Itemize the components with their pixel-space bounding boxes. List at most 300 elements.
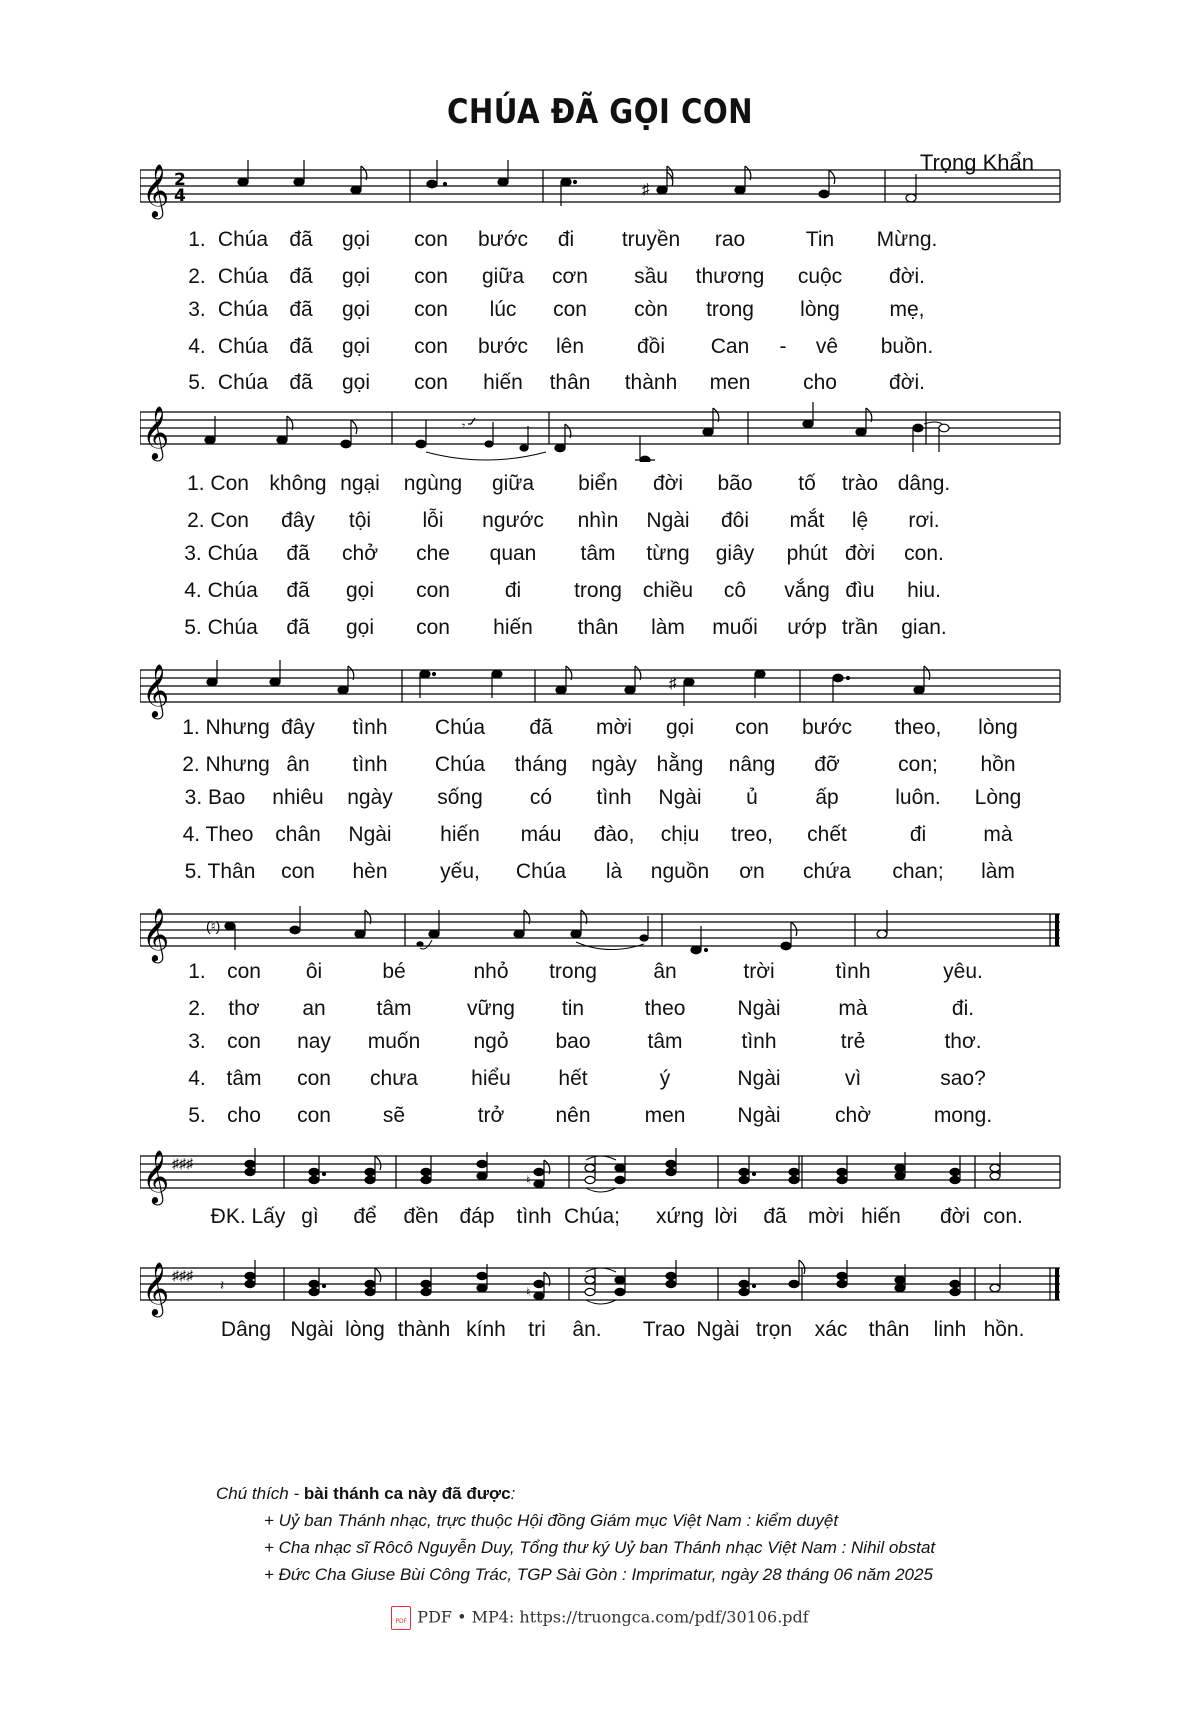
lyric-syllable: hiến: [861, 1205, 901, 1228]
lyric-syllable: lòng: [345, 1318, 385, 1341]
lyric-syllable: đã: [289, 371, 313, 394]
lyric-syllable: theo: [644, 997, 686, 1020]
lyric-syllable: truyền: [621, 228, 681, 251]
lyric-syllable: 2.: [188, 997, 206, 1020]
lyric-syllable: chứa: [803, 860, 851, 883]
lyric-syllable: tình: [741, 1030, 777, 1053]
lyric-syllable: đời: [844, 542, 876, 565]
lyrics-section-4-verse-2: [0, 997, 1200, 1027]
lyric-syllable: Trao: [642, 1318, 686, 1341]
lyric-syllable: lệ: [851, 509, 869, 532]
lyric-syllable: mà: [838, 997, 868, 1020]
lyric-syllable: hồn: [980, 753, 1016, 776]
lyric-syllable: muối: [712, 616, 758, 639]
lyric-syllable: Mừng.: [876, 228, 938, 251]
lyric-syllable: lúc: [489, 298, 517, 321]
lyric-syllable: Ngài: [737, 1104, 781, 1127]
svg-text:♮: ♮: [526, 1285, 531, 1299]
lyric-syllable: 5. Chúa: [184, 616, 258, 639]
lyric-syllable: con: [414, 371, 448, 394]
lyric-syllable: con: [227, 960, 261, 983]
lyrics-section-3-verse-4: [0, 823, 1200, 853]
lyrics-section-2-verse-4: [0, 579, 1200, 609]
lyrics-section-1-verse-3: [0, 298, 1200, 328]
lyric-syllable: 1. Nhưng: [182, 716, 270, 739]
lyric-syllable: 4. Chúa: [184, 579, 258, 602]
lyric-syllable: sống: [437, 786, 483, 809]
lyric-syllable: 1.: [188, 960, 206, 983]
lyric-syllable: Lòng: [974, 786, 1022, 809]
lyric-syllable: linh: [933, 1318, 967, 1341]
lyric-syllable: Ngài: [290, 1318, 334, 1341]
lyric-syllable: đền: [403, 1205, 439, 1228]
lyric-syllable: Chúa: [217, 371, 269, 394]
lyrics-section-3-verse-3: [0, 786, 1200, 816]
treble-clef-icon: 𝄞: [142, 163, 170, 217]
lyric-syllable: Chúa: [217, 335, 269, 358]
note: [498, 178, 508, 186]
lyric-syllable: tâm: [647, 1030, 683, 1053]
lyric-syllable: là: [605, 860, 623, 883]
lyric-syllable: đời.: [889, 265, 925, 288]
lyric-syllable: dâng.: [897, 472, 951, 495]
lyric-syllable: con: [414, 265, 448, 288]
lyric-syllable: nhỏ: [473, 960, 509, 983]
lyric-syllable: men: [709, 371, 751, 394]
lyric-syllable: quan: [489, 542, 537, 565]
svg-text:𝄽: 𝄽: [220, 1278, 225, 1294]
lyric-syllable: chưa: [370, 1067, 418, 1090]
lyric-syllable: kính: [466, 1318, 506, 1341]
lyric-syllable: ngày: [591, 753, 637, 776]
lyric-syllable: không: [269, 472, 327, 495]
lyric-syllable: hiến: [483, 371, 523, 394]
note: [735, 186, 745, 194]
lyric-syllable: thân: [549, 371, 591, 394]
lyrics-section-4-verse-5: [0, 1104, 1200, 1134]
lyric-syllable: đã: [289, 335, 313, 358]
lyric-syllable: trong: [549, 960, 597, 983]
lyric-syllable: an: [302, 997, 326, 1020]
lyric-syllable: đã: [286, 579, 310, 602]
lyric-syllable: Chúa: [515, 860, 567, 883]
lyric-syllable: thân: [577, 616, 619, 639]
treble-clef-icon: 𝄞: [142, 1149, 170, 1203]
song-title: CHÚA ĐÃ GỌI CON: [446, 92, 754, 132]
lyrics-section-3-verse-5: [0, 860, 1200, 890]
lyric-syllable: xác: [814, 1318, 848, 1341]
lyric-syllable: nay: [297, 1030, 331, 1053]
lyric-syllable: ngại: [340, 472, 380, 495]
lyric-syllable: từng: [646, 542, 690, 565]
lyric-syllable: Chúa: [434, 716, 486, 739]
lyric-syllable: 2.: [188, 265, 206, 288]
lyric-syllable: chiều: [642, 579, 694, 602]
lyric-syllable: mẹ,: [889, 298, 925, 321]
lyric-syllable: 1. Con: [187, 472, 249, 495]
lyric-syllable: Ngài: [658, 786, 702, 809]
lyric-syllable: bước: [801, 716, 853, 739]
key-signature-sharps: ♯♯♯: [172, 1267, 193, 1283]
lyrics-section-4-verse-1: [0, 960, 1200, 990]
lyric-syllable: chờ: [835, 1104, 871, 1127]
svg-text:𝄾: 𝄾: [462, 419, 466, 433]
lyric-syllable: hiến: [440, 823, 480, 846]
lyric-syllable: 1.: [188, 228, 206, 251]
lyric-syllable: đào,: [593, 823, 635, 846]
pdf-file-icon[interactable]: PDF: [391, 1606, 411, 1630]
lyrics-chorus-line-1: [0, 1205, 1200, 1235]
lyric-syllable: đã: [286, 542, 310, 565]
note-item: + Đức Cha Giuse Bùi Công Trác, TGP Sài Gòn : Imprimatur, ngày 28 tháng 06 năm 2025: [264, 1565, 933, 1584]
lyric-syllable: cho: [227, 1104, 261, 1127]
lyric-syllable: ân: [286, 753, 310, 776]
lyric-syllable: để: [353, 1205, 377, 1228]
lyrics-section-3-verse-1: [0, 716, 1200, 746]
staff-2: [140, 402, 1080, 462]
lyric-syllable: tội: [348, 509, 372, 532]
staff-5-chorus: [140, 1146, 1080, 1206]
lyric-syllable: chết: [807, 823, 847, 846]
lyric-syllable: ôi: [305, 960, 323, 983]
lyric-syllable: lỗi: [422, 509, 444, 532]
lyric-syllable: treo,: [730, 823, 774, 846]
lyric-syllable: nhìn: [577, 509, 619, 532]
lyrics-section-3-verse-2: [0, 753, 1200, 783]
lyric-syllable: ấp: [815, 786, 839, 809]
lyric-syllable: đỡ: [814, 753, 840, 776]
lyric-syllable: giây: [715, 542, 755, 565]
lyrics-section-1-verse-1: [0, 228, 1200, 258]
note-item: + Cha nhạc sĩ Rôcô Nguyễn Duy, Tổng thư ký Uỷ ban Thánh nhạc Việt Nam : Nihil obstat: [264, 1538, 936, 1557]
svg-text:(♮): (♮): [206, 918, 221, 934]
lyric-syllable: đìu: [845, 579, 875, 602]
treble-clef-icon: 𝄞: [142, 907, 170, 961]
lyric-syllable: con;: [898, 753, 938, 776]
lyric-syllable: đã: [289, 265, 313, 288]
lyric-syllable: sầu: [634, 265, 668, 288]
lyric-syllable: gọi: [341, 298, 371, 321]
lyric-syllable: thành: [624, 371, 678, 394]
lyric-syllable: gì: [301, 1205, 319, 1228]
lyric-syllable: tâm: [580, 542, 616, 565]
lyric-syllable: 4. Theo: [182, 823, 254, 846]
treble-clef-icon: 𝄞: [142, 405, 170, 459]
lyric-syllable: Ngài: [646, 509, 690, 532]
lyric-syllable: 5. Thân: [184, 860, 256, 883]
lyric-syllable: ĐK. Lấy: [210, 1205, 286, 1228]
lyric-syllable: che: [416, 542, 450, 565]
lyric-syllable: con: [227, 1030, 261, 1053]
lyric-syllable: lòng: [978, 716, 1018, 739]
lyric-syllable: con: [416, 579, 450, 602]
lyric-syllable: đi.: [951, 997, 975, 1020]
lyric-syllable: đi: [504, 579, 522, 602]
lyric-syllable: làm: [651, 616, 685, 639]
note-item: + Uỷ ban Thánh nhạc, trực thuộc Hội đồng Giám mục Việt Nam : kiểm duyệt: [264, 1511, 839, 1530]
lyric-syllable: nhiêu: [272, 786, 324, 809]
lyric-syllable: 4.: [188, 335, 206, 358]
lyric-syllable: Chúa: [217, 298, 269, 321]
lyrics-section-4-verse-3: [0, 1030, 1200, 1060]
lyric-syllable: thành: [397, 1318, 451, 1341]
lyric-syllable: 3. Bao: [184, 786, 246, 809]
treble-clef-icon: 𝄞: [142, 663, 170, 717]
lyric-syllable: trong: [574, 579, 622, 602]
lyric-syllable: con: [416, 616, 450, 639]
lyric-syllable: men: [644, 1104, 686, 1127]
lyric-syllable: đôi: [720, 509, 750, 532]
lyric-syllable: 5.: [188, 1104, 206, 1127]
lyric-syllable: phút: [786, 542, 828, 565]
lyric-syllable: giữa: [491, 472, 535, 495]
lyric-syllable: còn: [634, 298, 668, 321]
lyric-syllable: chở: [342, 542, 378, 565]
lyric-syllable: ân: [653, 960, 677, 983]
composer-name: Trọng Khẩn: [919, 150, 1034, 175]
lyric-syllable: hiểu: [471, 1067, 511, 1090]
lyric-syllable: bão: [717, 472, 753, 495]
lyric-syllable: thân: [868, 1318, 910, 1341]
sharp-sign: ♯: [642, 181, 650, 198]
lyric-syllable: mời: [596, 716, 632, 739]
lyric-syllable: nguồn: [650, 860, 710, 883]
lyric-syllable: đi: [557, 228, 575, 251]
lyric-syllable: rơi.: [908, 509, 940, 532]
staff-1: [140, 160, 1080, 220]
note: [294, 178, 304, 186]
lyric-syllable: chan;: [892, 860, 944, 883]
lyric-syllable: giữa: [481, 265, 525, 288]
lyric-syllable: mời: [808, 1205, 844, 1228]
lyrics-section-2-verse-5: [0, 616, 1200, 646]
lyric-syllable: con: [414, 298, 448, 321]
lyric-syllable: bước: [477, 228, 529, 251]
lyric-syllable: con: [735, 716, 769, 739]
time-signature-bottom: 4: [174, 186, 186, 206]
lyric-syllable: gọi: [341, 265, 371, 288]
lyric-syllable: đây: [281, 716, 315, 739]
lyric-syllable: rao: [714, 228, 746, 251]
lyric-syllable: tình: [352, 716, 388, 739]
notes: Chú thích - bài thánh ca này đã được: + Uỷ ban Thánh nhạc, trực thuộc Hội đồng Giám mục Việt Nam : kiểm duyệt + Cha nhạc sĩ Rôcô Nguyễn Duy, Tổng thư ký Uỷ ban Thánh nhạc Việt Nam : Nihil obstat + Đức Cha Giuse Bùi Công Trác, TGP Sài Gòn : Imprimatur, ngày 28 tháng 06 năm 2025: [216, 1480, 935, 1588]
lyric-syllable: Tin: [805, 228, 835, 251]
lyric-syllable: bước: [477, 335, 529, 358]
lyrics-section-1-verse-5: [0, 371, 1200, 401]
lyric-syllable: cho: [803, 371, 837, 394]
lyric-syllable: đồi: [636, 335, 666, 358]
lyric-syllable: con.: [983, 1205, 1023, 1228]
lyric-syllable: muốn: [367, 1030, 421, 1053]
lyric-syllable: hồn.: [983, 1318, 1025, 1341]
lyric-syllable: ngỏ: [473, 1030, 509, 1053]
lyric-syllable: ngùng: [403, 472, 463, 495]
lyric-syllable: máu: [520, 823, 562, 846]
footer: [0, 1606, 1200, 1630]
lyric-syllable: sẽ: [382, 1104, 406, 1127]
lyric-syllable: luôn.: [895, 786, 941, 809]
lyric-syllable: vững: [467, 997, 515, 1020]
lyric-syllable: theo,: [894, 716, 942, 739]
lyric-syllable: trong: [706, 298, 754, 321]
lyric-syllable: lời: [714, 1205, 738, 1228]
lyric-syllable: tin: [561, 997, 585, 1020]
lyric-syllable: 2. Con: [187, 509, 249, 532]
lyrics-section-2-verse-2: [0, 509, 1200, 539]
lyric-syllable: tình: [352, 753, 388, 776]
lyric-syllable: ý: [659, 1067, 671, 1090]
notes-label: Chú thích: [216, 1484, 289, 1503]
lyric-syllable: ân.: [572, 1318, 602, 1341]
lyric-syllable: trẻ: [840, 1030, 866, 1053]
lyric-syllable: vì: [844, 1067, 862, 1090]
lyric-syllable: vê: [815, 335, 839, 358]
lyric-syllable: Ngài: [348, 823, 392, 846]
lyric-syllable: đáp: [459, 1205, 495, 1228]
lyric-syllable: mà: [983, 823, 1013, 846]
staff-6-chorus: [140, 1258, 1080, 1318]
lyric-syllable: thơ.: [944, 1030, 982, 1053]
lyric-syllable: đời: [652, 472, 684, 495]
lyric-syllable: Dâng: [220, 1318, 272, 1341]
lyric-syllable: ngày: [347, 786, 393, 809]
lyric-syllable: chân: [275, 823, 321, 846]
lyric-syllable: gọi: [341, 335, 371, 358]
lyric-syllable: ơn: [739, 860, 765, 883]
lyric-syllable: con: [414, 335, 448, 358]
lyric-syllable: đây: [281, 509, 315, 532]
lyric-syllable: thương: [695, 265, 765, 288]
lyric-syllable: 3.: [188, 298, 206, 321]
lyric-syllable: con: [297, 1067, 331, 1090]
lyric-syllable: nên: [555, 1104, 591, 1127]
lyric-syllable: buồn.: [880, 335, 934, 358]
lyric-syllable: Ngài: [737, 1067, 781, 1090]
lyric-syllable: yêu.: [943, 960, 983, 983]
lyric-syllable: hết: [558, 1067, 588, 1090]
lyrics-section-4-verse-4: [0, 1067, 1200, 1097]
lyric-syllable: yếu,: [440, 860, 480, 883]
lyric-syllable: tình: [516, 1205, 552, 1228]
lyric-syllable: trở: [477, 1104, 505, 1127]
lyric-syllable: mắt: [789, 509, 825, 532]
note: [561, 178, 571, 186]
lyric-syllable: đời.: [889, 371, 925, 394]
note: [657, 186, 667, 194]
lyric-syllable: sao?: [940, 1067, 986, 1090]
lyrics-section-2-verse-3: [0, 542, 1200, 572]
lyric-syllable: -: [779, 335, 787, 358]
lyric-syllable: cô: [723, 579, 747, 602]
lyric-syllable: lòng: [800, 298, 840, 321]
lyric-syllable: đã: [529, 716, 553, 739]
lyric-syllable: tình: [596, 786, 632, 809]
lyric-syllable: biển: [578, 472, 618, 495]
lyric-syllable: 3.: [188, 1030, 206, 1053]
lyric-syllable: 2. Nhưng: [182, 753, 270, 776]
lyric-syllable: đã: [289, 228, 313, 251]
lyric-syllable: con: [553, 298, 587, 321]
lyric-syllable: con: [297, 1104, 331, 1127]
lyric-syllable: tâm: [226, 1067, 262, 1090]
footer-link[interactable]: PDF • MP4: https://truongca.com/pdf/30106.pdf: [417, 1607, 809, 1627]
lyric-syllable: đời: [939, 1205, 971, 1228]
lyric-syllable: chịu: [660, 823, 700, 846]
lyrics-chorus-line-2: [0, 1318, 1200, 1348]
lyric-syllable: ướp: [787, 616, 827, 639]
lyric-syllable: gọi: [345, 616, 375, 639]
lyric-syllable: 5.: [188, 371, 206, 394]
lyric-syllable: gian.: [901, 616, 947, 639]
lyric-syllable: ủ: [746, 786, 758, 809]
lyric-syllable: bao: [555, 1030, 591, 1053]
lyric-syllable: đã: [763, 1205, 787, 1228]
svg-text:♯: ♯: [669, 675, 677, 692]
lyric-syllable: hiến: [493, 616, 533, 639]
lyric-syllable: hèn: [352, 860, 388, 883]
note: [906, 194, 916, 202]
lyric-syllable: gọi: [665, 716, 695, 739]
lyric-syllable: cơn: [552, 265, 588, 288]
lyric-syllable: gọi: [341, 371, 371, 394]
svg-text:♮: ♮: [526, 1173, 531, 1187]
lyric-syllable: hằng: [656, 753, 704, 776]
lyric-syllable: trần: [841, 616, 879, 639]
lyric-syllable: vắng: [784, 579, 830, 602]
lyric-syllable: có: [529, 786, 553, 809]
lyric-syllable: 4.: [188, 1067, 206, 1090]
note: [819, 190, 829, 198]
time-signature-top: 2: [174, 170, 186, 190]
lyric-syllable: gọi: [341, 228, 371, 251]
lyric-syllable: trọn: [755, 1318, 793, 1341]
note: [427, 180, 437, 188]
lyric-syllable: trào: [841, 472, 879, 495]
lyric-syllable: lên: [555, 335, 585, 358]
notes-heading: bài thánh ca này đã được: [303, 1484, 511, 1503]
lyric-syllable: gọi: [345, 579, 375, 602]
lyric-syllable: đã: [289, 298, 313, 321]
lyric-syllable: Chúa;: [563, 1205, 621, 1228]
note: [351, 186, 361, 194]
lyric-syllable: con: [281, 860, 315, 883]
lyric-syllable: Ngài: [696, 1318, 740, 1341]
lyric-syllable: mong.: [933, 1104, 993, 1127]
lyric-syllable: nâng: [728, 753, 776, 776]
lyric-syllable: tâm: [376, 997, 412, 1020]
lyric-syllable: bé: [382, 960, 406, 983]
lyric-syllable: Chúa: [217, 228, 269, 251]
lyric-syllable: trời: [743, 960, 775, 983]
lyric-syllable: xứng: [656, 1205, 704, 1228]
lyric-syllable: cuộc: [797, 265, 843, 288]
lyric-syllable: 3. Chúa: [184, 542, 258, 565]
lyric-syllable: Ngài: [737, 997, 781, 1020]
key-signature-sharps: ♯♯♯: [172, 1155, 193, 1171]
lyric-syllable: hiu.: [907, 579, 941, 602]
note: [238, 178, 248, 186]
lyric-syllable: Chúa: [434, 753, 486, 776]
lyric-syllable: tri: [528, 1318, 546, 1341]
lyric-syllable: con: [414, 228, 448, 251]
lyrics-section-2-verse-1: [0, 472, 1200, 502]
lyric-syllable: tố: [798, 472, 816, 495]
lyric-syllable: thơ: [228, 997, 260, 1020]
staff-4: [140, 904, 1080, 964]
lyric-syllable: tháng: [514, 753, 568, 776]
staff-3: [140, 660, 1080, 720]
lyric-syllable: làm: [981, 860, 1015, 883]
